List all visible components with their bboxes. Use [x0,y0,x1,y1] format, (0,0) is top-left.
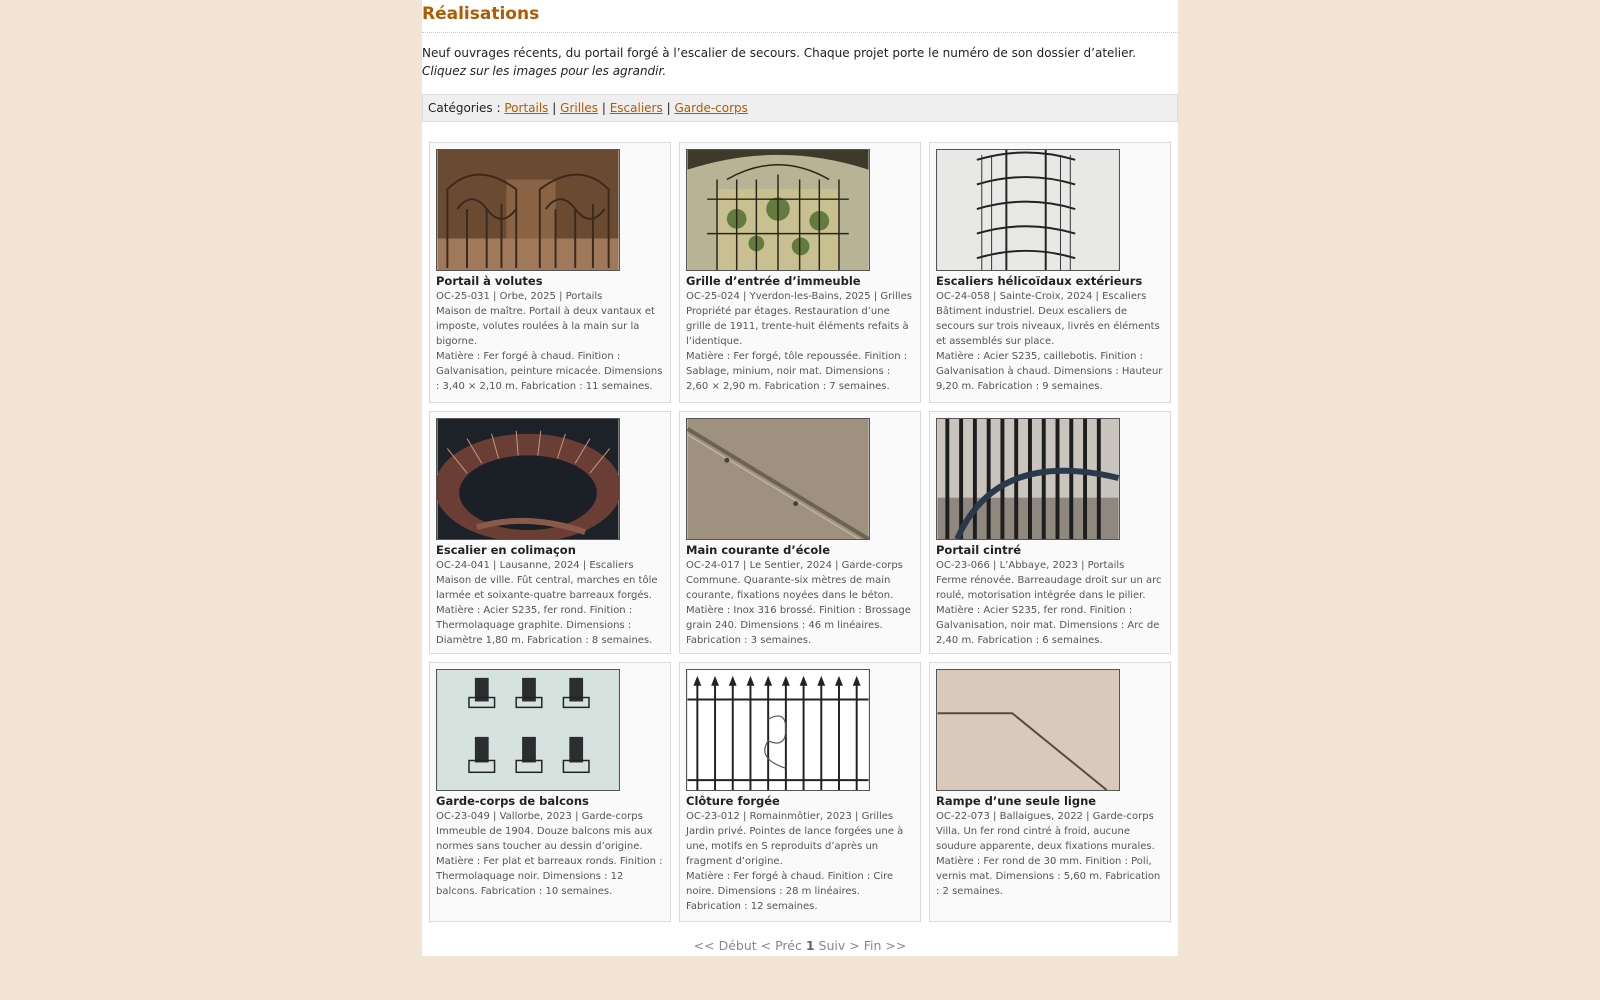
project-description: Bâtiment industriel. Deux escaliers de secours sur trois niveaux, livrés en éléments et assemblés sur place. [936,306,1160,347]
single-line-rail-photo [937,670,1119,790]
project-description: Villa. Un fer rond cintré à froid, aucune soudure apparente, deux fixations murales. [936,826,1155,852]
project-meta: OC-24-058 | Sainte-Croix, 2024 | Escaliers [936,291,1147,302]
project-description: Maison de ville. Fût central, marches en tôle larmée et soixante-quatre barreaux forgés. [436,575,658,601]
project-thumbnail[interactable] [436,149,620,271]
project-grid [429,142,1171,930]
project-description: Commune. Quarante-six mètres de main courante, fixations noyées dans le béton. [686,575,894,601]
project-specs: Matière : Fer plat et barreaux ronds. Finition : Thermolaquage noir. Dimensions : 12 balcons. Fabrication : 10 semaines. [436,856,663,897]
category-link-grilles[interactable]: Grilles [560,101,599,115]
project-card [929,662,1171,922]
project-card [429,142,671,403]
project-card [679,662,921,922]
pager-prev[interactable]: < Préc [760,938,802,953]
project-title: Main courante d’école [686,543,831,557]
project-title: Grille d’entrée d’immeuble [686,274,861,288]
project-specs: Matière : Fer forgé à chaud. Finition : Cire noire. Dimensions : 28 m linéaires. Fabrication : 12 semaines. [686,871,894,912]
project-meta: OC-23-049 | Vallorbe, 2023 | Garde-corps [436,811,643,822]
project-specs: Matière : Fer rond de 30 mm. Finition : Poli, vernis mat. Dimensions : 5,60 m. Fabrication : 2 semaines. [936,856,1161,897]
project-description: Propriété par étages. Restauration d’une grille de 1911, trente-huit éléments refaits à l’identique. [686,306,909,347]
project-title: Portail à volutes [436,274,543,288]
category-link-portails[interactable]: Portails [504,101,549,115]
project-title: Rampe d’une seule ligne [936,794,1097,808]
project-thumbnail[interactable] [936,669,1120,791]
project-meta: OC-24-041 | Lausanne, 2024 | Escaliers [436,560,634,571]
project-thumbnail[interactable] [436,669,620,791]
category-label: Catégories : [428,101,501,115]
project-description: Jardin privé. Pointes de lance forgées une à une, motifs en S reproduits d’après un fragment d’origine. [686,826,904,867]
project-meta: OC-25-024 | Yverdon-les-Bains, 2025 | Grilles [686,291,912,302]
project-thumbnail[interactable] [936,418,1120,540]
project-thumbnail[interactable] [686,149,870,271]
project-specs: Matière : Acier S235, fer rond. Finition : Thermolaquage graphite. Dimensions : Diamètre 1,80 m. Fabrication : 8 semaines. [436,605,653,646]
project-description: Maison de maître. Portail à deux vantaux et imposte, volutes roulées à la main sur la bigorne. [436,306,655,347]
intro-paragraph [422,45,1162,80]
project-title: Clôture forgée [686,794,780,808]
project-specs: Matière : Acier S235, caillebotis. Finition : Galvanisation à chaud. Dimensions : Hauteur 9,20 m. Fabrication : 9 semaines. [936,351,1163,392]
project-title: Portail cintré [936,543,1022,557]
category-link-escaliers[interactable]: Escaliers [609,101,663,115]
project-card [429,411,671,654]
content-panel [422,0,1178,956]
project-thumbnail[interactable] [686,418,870,540]
page-title: Réalisations [422,0,1178,33]
project-card [679,142,921,403]
handrail-photo [687,419,869,539]
project-description: Ferme rénovée. Barreaudage droit sur un arc roulé, motorisation intégrée dans le pilier. [936,575,1162,601]
pager-first[interactable]: << Début [693,938,757,953]
balconies-photo [437,670,619,790]
pagination [422,938,1178,953]
arched-gate-photo [937,419,1119,539]
pager-next[interactable]: Suiv > [818,938,860,953]
project-thumbnail[interactable] [436,418,620,540]
project-card [929,142,1171,403]
project-title: Garde-corps de balcons [436,794,589,808]
category-link-garde-corps[interactable]: Garde-corps [674,101,748,115]
project-meta: OC-22-073 | Ballaigues, 2022 | Garde-corps [936,811,1154,822]
category-separator: | [552,101,557,115]
project-specs: Matière : Fer forgé à chaud. Finition : Galvanisation, peinture micacée. Dimensions : 3,40 × 2,10 m. Fabrication : 11 semaines. [436,351,663,392]
project-specs: Matière : Acier S235, fer rond. Finition : Galvanisation, noir mat. Dimensions : Arc de 2,40 m. Fabrication : 6 semaines. [936,605,1160,646]
spiral-stairs-photo [937,150,1119,270]
project-card [429,662,671,922]
wrought-gate-photo [437,150,619,270]
project-meta: OC-23-066 | L’Abbaye, 2023 | Portails [936,560,1125,571]
project-card [679,411,921,654]
intro-text: Neuf ouvrages récents, du portail forgé à l’escalier de secours. Chaque projet porte le numéro de son dossier d’atelier. [422,46,1137,60]
intro-hint: Cliquez sur les images pour les agrandir. [422,63,667,78]
project-specs: Matière : Fer forgé, tôle repoussée. Finition : Sablage, minium, noir mat. Dimensions : 2,60 × 2,90 m. Fabrication : 7 semaines. [686,351,908,392]
project-specs: Matière : Inox 316 brossé. Finition : Brossage grain 240. Dimensions : 46 m linéaires. Fabrication : 3 semaines. [686,605,911,646]
pager-current: 1 [805,938,815,953]
pager-last[interactable]: Fin >> [863,938,907,953]
project-card [929,411,1171,654]
colimacon-photo [437,419,619,539]
project-meta: OC-24-017 | Le Sentier, 2024 | Garde-corps [686,560,903,571]
fence-photo [687,670,869,790]
project-meta: OC-25-031 | Orbe, 2025 | Portails [436,291,603,302]
category-separator: | [601,101,606,115]
entrance-grille-photo [687,150,869,270]
category-bar [422,94,1178,122]
category-separator: | [666,101,671,115]
project-thumbnail[interactable] [686,669,870,791]
project-meta: OC-23-012 | Romainmôtier, 2023 | Grilles [686,811,894,822]
project-thumbnail[interactable] [936,149,1120,271]
project-title: Escalier en colimaçon [436,543,576,557]
project-description: Immeuble de 1904. Douze balcons mis aux normes sans toucher au dessin d’origine. [436,826,653,852]
project-title: Escaliers hélicoïdaux extérieurs [936,274,1143,288]
